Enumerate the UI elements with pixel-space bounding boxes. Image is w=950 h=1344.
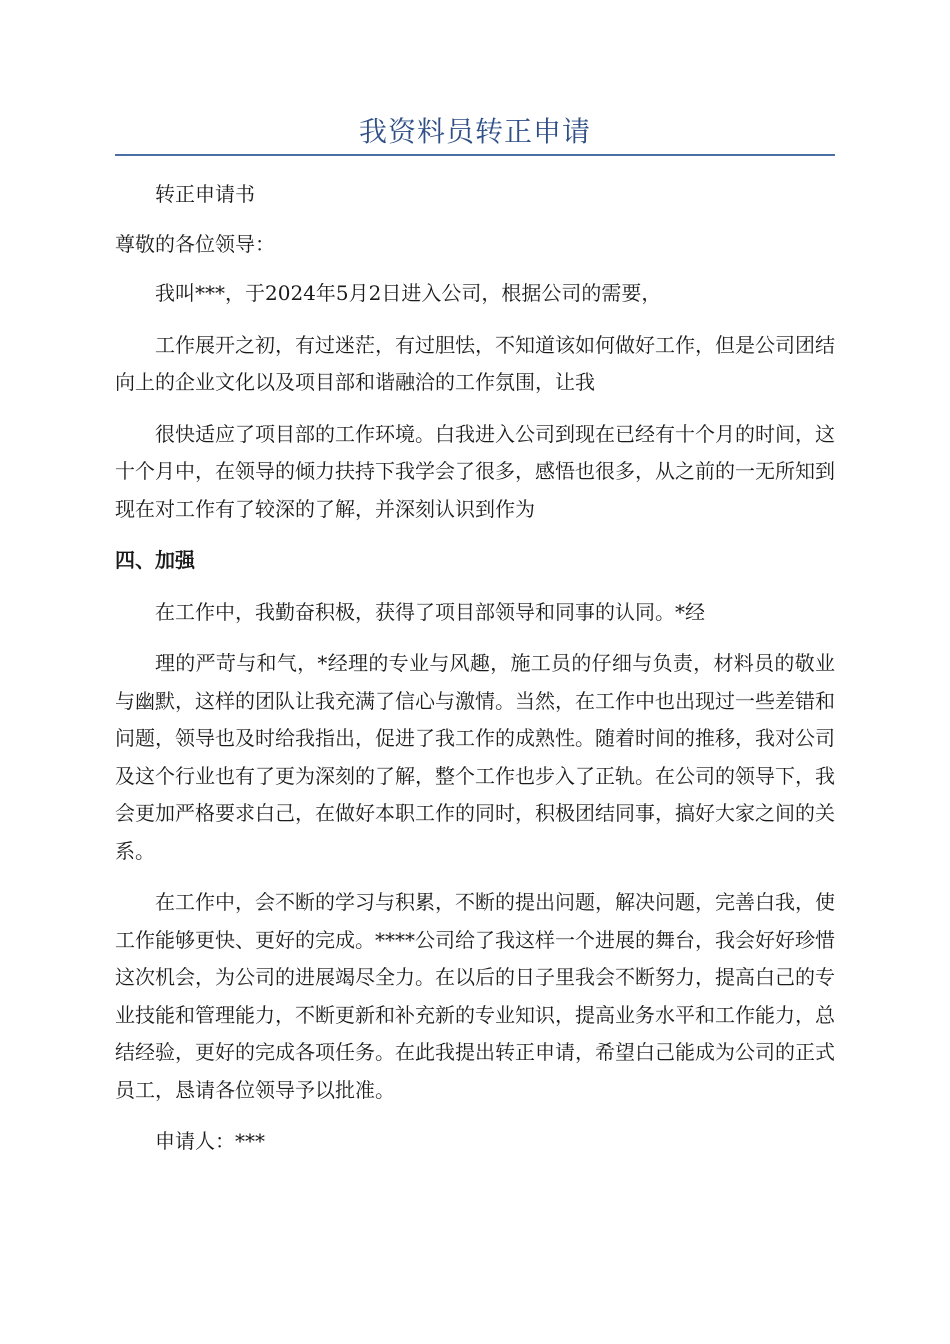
paragraph-4: 在工作中，我勤奋积极，获得了项目部领导和同事的认同。*经 xyxy=(155,599,705,624)
salutation: 尊敬的各位领导： xyxy=(115,231,275,256)
title-underline xyxy=(115,154,835,156)
subtitle: 转正申请书 xyxy=(155,182,255,206)
paragraph-2: 工作展开之初，有过迷茫，有过胆怯，不知道该如何做好工作，但是公司团结向上的企业文化以及项目部和谐融洽的工作氛围，让我 xyxy=(115,332,835,394)
paragraph-1: 我叫***，于2024年5月2日进入公司，根据公司的需要， xyxy=(155,281,662,305)
paragraph-5: 理的严苛与和气，*经理的专业与风趣，施工员的仔细与负责，材料员的敬业与幽默，这样的团队让我充满了信心与激情。当然，在工作中也出现过一些差错和问题，领导也及时给我指出，促进了我工作的成熟性。随着时间的推移，我对公司及这个行业也有了更为深刻的了解，整个工作也步入了正轨。在公司的领导下，我会更加严格要求白己，在做好本职工作的同时，积极团结同事，搞好大家之间的关系。 xyxy=(115,651,835,863)
document-page xyxy=(115,0,835,1161)
section-heading: 四、加强 xyxy=(115,548,195,572)
document-title: 我资料员转正申请 xyxy=(358,115,591,148)
applicant-signature: 申请人：*** xyxy=(155,1129,265,1153)
paragraph-3: 很快适应了项目部的工作环境。白我进入公司到现在已经有十个月的时间，这十个月中，在领导的倾力扶持下我学会了很多，感悟也很多，从之前的一无所知到现在对工作有了较深的了解，并深刻认识到作为 xyxy=(115,421,835,521)
paragraph-6: 在工作中，会不断的学习与积累，不断的提出问题，解决问题，完善白我，使工作能够更快、更好的完成。****公司给了我这样一个进展的舞台，我会好好珍惜这次机会，为公司的进展竭尽全力。在以后的日子里我会不断努力，提高白己的专业技能和管理能力，不断更新和补充新的专业知识，提高业务水平和工作能力，总结经验，更好的完成各项任务。在此我提出转正申请，希望白己能成为公司的正式员工，恳请各位领导予以批准。 xyxy=(115,890,835,1102)
